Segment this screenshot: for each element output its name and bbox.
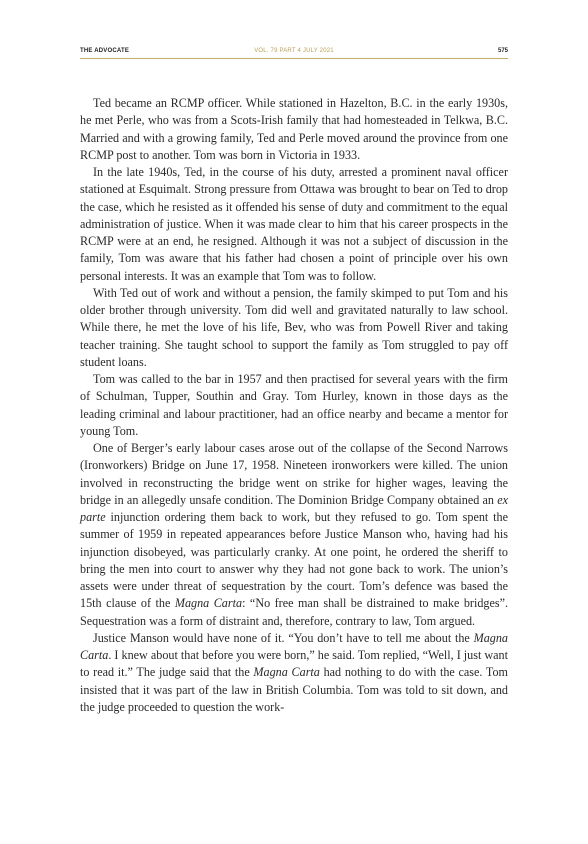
paragraph-text: Ted became an RCMP officer. While stationed in Hazelton, B.C. in the early 1930s, he met Perle, who was from a Scots-Irish family that had homesteaded in Telkwa, B.C. Married and with a growing family, Ted and Perle moved around the province from one RCMP post to another. Tom was born in Victoria in 1933. bbox=[80, 96, 508, 162]
page-number: 575 bbox=[497, 48, 508, 54]
header-rule bbox=[80, 58, 508, 59]
paragraph bbox=[80, 371, 508, 440]
paragraph-text: : “No free man shall be distrained to make bridges”. Sequestration was a form of distraint and, therefore, contrary to law, Tom argued. bbox=[80, 596, 508, 628]
paragraph-text: With Ted out of work and without a pension, the family skimped to put Tom and his older brother through university. Tom did well and gravitated naturally to law school. While there, he met the love of his life, Bev, who was from Powell River and taking teacher training. She taught school to support the family as Tom struggled to pay off student loans. bbox=[80, 285, 508, 369]
issue-info: VOL. 79 PART 4 JULY 2021 bbox=[254, 48, 334, 54]
article-body bbox=[80, 95, 508, 716]
italic-text: Magna Carta bbox=[174, 596, 243, 611]
italic-text: Magna Carta bbox=[253, 665, 320, 680]
paragraph bbox=[80, 630, 508, 716]
paragraph-text: One of Berger’s early labour cases arose out of the collapse of the Second Narrows (Ironworkers) Bridge on June 17, 1958. Nineteen ironworkers were killed. The union involved in reconstructing the bridge went on strike for higher wages, leaving the bridge in an allegedly unsafe condition. The Dominion Bridge Company obtained an bbox=[80, 441, 508, 507]
paragraph-text: In the late 1940s, Ted, in the course of his duty, arrested a prominent naval officer stationed at Esquimalt. Strong pressure from Ottawa was brought to bear on Ted to drop the case, which he resisted as it offended his sense of duty and commitment to the equal administration of justice. When it was made clear to him that his career prospects in the RCMP were at an end, he resigned. Although it was not a subject of discussion in the family, Tom was aware that his father had chosen a point of principle over his own personal interests. It was an example that Tom was to follow. bbox=[80, 165, 508, 283]
publication-name: THE ADVOCATE bbox=[80, 48, 130, 54]
paragraph-text: . I knew about that before you were born,” he said. Tom replied, “Well, I just want to read it.” The judge said that the bbox=[80, 648, 508, 680]
paragraph-text: Justice Manson would have none of it. “You don’t have to tell me about the bbox=[93, 630, 474, 645]
italic-text: ex parte bbox=[80, 492, 508, 524]
paragraph-text: had nothing to do with the case. Tom insisted that it was part of the law in British Columbia. Tom was told to sit down, and the judge proceeded to question the work- bbox=[80, 665, 508, 714]
paragraph bbox=[80, 95, 508, 164]
paragraph-text: Tom was called to the bar in 1957 and then practised for several years with the firm of Schulman, Tupper, Southin and Gray. Tom Hurley, known in those days as the leading criminal and labour practitioner, had an office nearby and became a mentor for young Tom. bbox=[80, 372, 508, 438]
paragraph bbox=[80, 440, 508, 630]
paragraph bbox=[80, 285, 508, 371]
paragraph-text: injunction ordering them back to work, but they refused to go. Tom spent the summer of 1959 in repeated appearances before Justice Manson who, having had his injunction disobeyed, was particularly cranky. At one point, he ordered the sheriff to bring the men into court to answer why they had not gone back to work. The union’s assets were under threat of sequestration by the court. Tom’s defence was based the 15th clause of the bbox=[80, 510, 508, 611]
italic-text: Magna Carta bbox=[80, 630, 508, 662]
paragraph bbox=[80, 164, 508, 285]
